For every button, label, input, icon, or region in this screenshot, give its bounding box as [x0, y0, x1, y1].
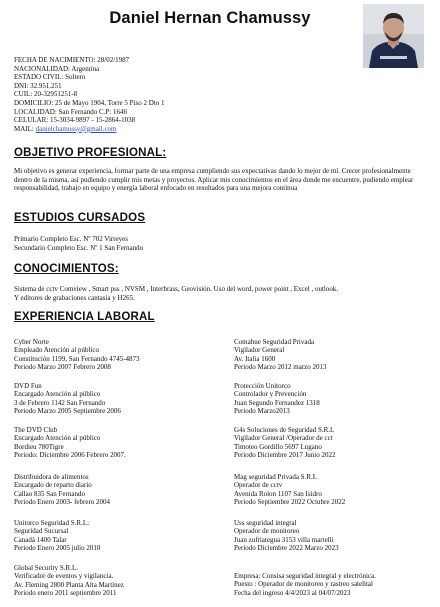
job-entry: [14, 473, 110, 506]
profile-photo: [363, 4, 424, 68]
section-studies-heading: ESTUDIOS CURSADOS: [14, 212, 146, 224]
job-company: DVD Fun: [14, 382, 42, 390]
job-period: Periodo Septiembre 2022 Octubre 2022: [234, 497, 346, 506]
mail-label: MAIL:: [14, 124, 36, 133]
job-address: Callao 835 San Fernando: [14, 489, 85, 498]
job-entry: [14, 426, 126, 459]
job-company: Unitorco Seguridad S.R.L:: [14, 519, 90, 527]
job-company: Mag seguridad Privada S.R.L: [234, 473, 318, 481]
cv-name: Daniel Hernan Chamussy: [109, 9, 311, 27]
mail-row: [14, 125, 314, 134]
nationality: NACIONALIDAD: Argentina: [14, 64, 100, 73]
mail-link[interactable]: danielchamussy@gmail.com: [35, 124, 117, 133]
job-role: Encargado de reparto diario: [14, 481, 92, 490]
job-period: Periodo Marzo2013: [234, 406, 290, 415]
job-period: Periodo Enero 2003- febrero 2004: [14, 497, 111, 506]
study-primary: Primario Completo Esc. Nº 702 Virreyes: [14, 235, 128, 243]
job-role: Puesto : Operador de monitoreo y rastreo satelital: [234, 580, 373, 589]
job-period: Periodo Marzo 2007 Febrero 2008: [14, 362, 111, 371]
job-period: Periodo Diciembre 2017 Junio 2022: [234, 450, 336, 459]
job-address: Constitución 1199, San Fernando 4745-4873: [14, 354, 140, 363]
address: DOMICILIO: 25 de Mayo 1904, Torre 5 Piso 2 Dto 1: [14, 98, 165, 107]
job-company: Empresa: Consisa seguridad integral y electrónica.: [234, 572, 376, 580]
job-period: Periodo Enero 2005 julio 2010: [14, 543, 101, 552]
job-period: Periodo Marzo 2005 Septiembre 2006: [14, 406, 121, 415]
job-role: Encargado Atención al público: [14, 434, 101, 443]
job-role: Controlador y Prevención: [234, 390, 307, 399]
job-company: Comahue Seguridad Privada: [234, 338, 315, 346]
job-address: Bordieu 780Tigre: [14, 442, 64, 451]
study-secondary: Secundario Completo Esc. Nº 1 San Fernando: [14, 243, 144, 252]
job-period: Periodo: Diciembre 2006 Febrero 2007.: [14, 450, 126, 459]
job-address: Canadá 1400 Talar: [14, 535, 67, 544]
job-entry: [234, 519, 339, 552]
job-company: Global Security S.R.L.: [14, 564, 78, 572]
profile-photo-image: [363, 4, 424, 68]
job-company: Protección Unitorco: [234, 382, 291, 390]
job-role: Vigilador General /Operador de cct: [234, 434, 333, 443]
job-address: Juan Segundo Fernandez 1318: [234, 398, 320, 407]
objective-text: Mi objetivo es generar experiencia, formar parte de una empresa cumpliendo sus expectativas dando lo mejor de mí. Crecer profesionalmente dentro de la misma, así pudiendo cumplir mis metas y proyectos. Aplicar mis conocimientos en el área donde me encuentre, pudiendo emplear responsabilidad, trabajo en equipo y energía laboral enfocado en resultados para una mejora continua: [14, 167, 414, 193]
job-role: Empleado Atención al público: [14, 346, 99, 355]
job-entry: [14, 382, 121, 415]
civil-status: ESTADO CIVIL: Soltero: [14, 73, 86, 82]
knowledge-line-1: Sistema de cctv Comview , Smart pss , NVSM , Interbrass, Geovisión. Uso del word, power point , Excel , outlook.: [14, 285, 339, 293]
job-period: Periodo enero 2011 septiembre 2011: [14, 588, 117, 597]
job-role: Seguridad Sucursal: [14, 527, 69, 536]
cuil: CUIL: 20-32951251-8: [14, 90, 78, 99]
dni: DNI: 32.951.251: [14, 81, 62, 90]
job-address: Juan zufriategua 3153 villa martelli: [234, 535, 334, 544]
job-entry: [14, 564, 124, 597]
section-experience-heading: EXPERIENCIA LABORAL: [14, 311, 155, 323]
job-entry: [234, 382, 320, 415]
job-role: Operador de cctv: [234, 481, 283, 490]
knowledge-line-2: Y editores de grabaciones cantasia y H265.: [14, 293, 135, 302]
job-period: Periodo Diciembre 2022 Marzo 2023: [234, 543, 339, 552]
job-role: Vigilador General: [234, 346, 285, 355]
job-address: Av. Fleming 2800 Planta Alta Martínez: [14, 580, 124, 589]
job-role: Operador de monitoreo: [234, 527, 300, 536]
section-knowledge-heading: CONOCIMIENTOS:: [14, 263, 119, 275]
knowledge-text: [14, 285, 424, 302]
job-company: G4s Soluciones de Seguridad S.R.L: [234, 426, 335, 434]
job-entry: [14, 519, 100, 552]
job-company: Distribuidora de alimentos: [14, 473, 89, 481]
job-address: 3 de Febrero 1142 San Fernando: [14, 398, 106, 407]
job-company: Uss seguridad integral: [234, 519, 297, 527]
job-period: Fecha del ingreso 4/4/2023 al 04/07/2023: [234, 588, 351, 597]
locality: LOCALIDAD: San Fernando C.P: 1646: [14, 107, 127, 116]
section-objective-heading: OBJETIVO PROFESIONAL:: [14, 147, 167, 159]
job-entry: [234, 473, 345, 506]
job-entry: [14, 338, 140, 371]
phone: CELULAR: 15-3034-9897 - 15-2864-1038: [14, 116, 136, 125]
job-company: Cyber Norte: [14, 338, 49, 346]
job-company: The DVD Club: [14, 426, 58, 434]
personal-data: [14, 56, 314, 133]
job-entry: [234, 572, 376, 597]
job-role: Verificador de eventos y vigilancia.: [14, 572, 114, 581]
job-address: Timoteo Gordillo 5697 Lugano: [234, 442, 322, 451]
job-address: Av. Italia 1600: [234, 354, 276, 363]
studies-list: [14, 235, 424, 252]
job-entry: [234, 426, 336, 459]
job-role: Encargado Atención al público: [14, 390, 101, 399]
job-address: Avenida Rolon 1107 San Isidro: [234, 489, 322, 498]
birth-date: FECHA DE NACIMIENTO: 28/02/1987: [14, 56, 130, 64]
job-entry: [234, 338, 327, 371]
job-period: Periodo Marzo 2012 marzo 2013: [234, 362, 327, 371]
